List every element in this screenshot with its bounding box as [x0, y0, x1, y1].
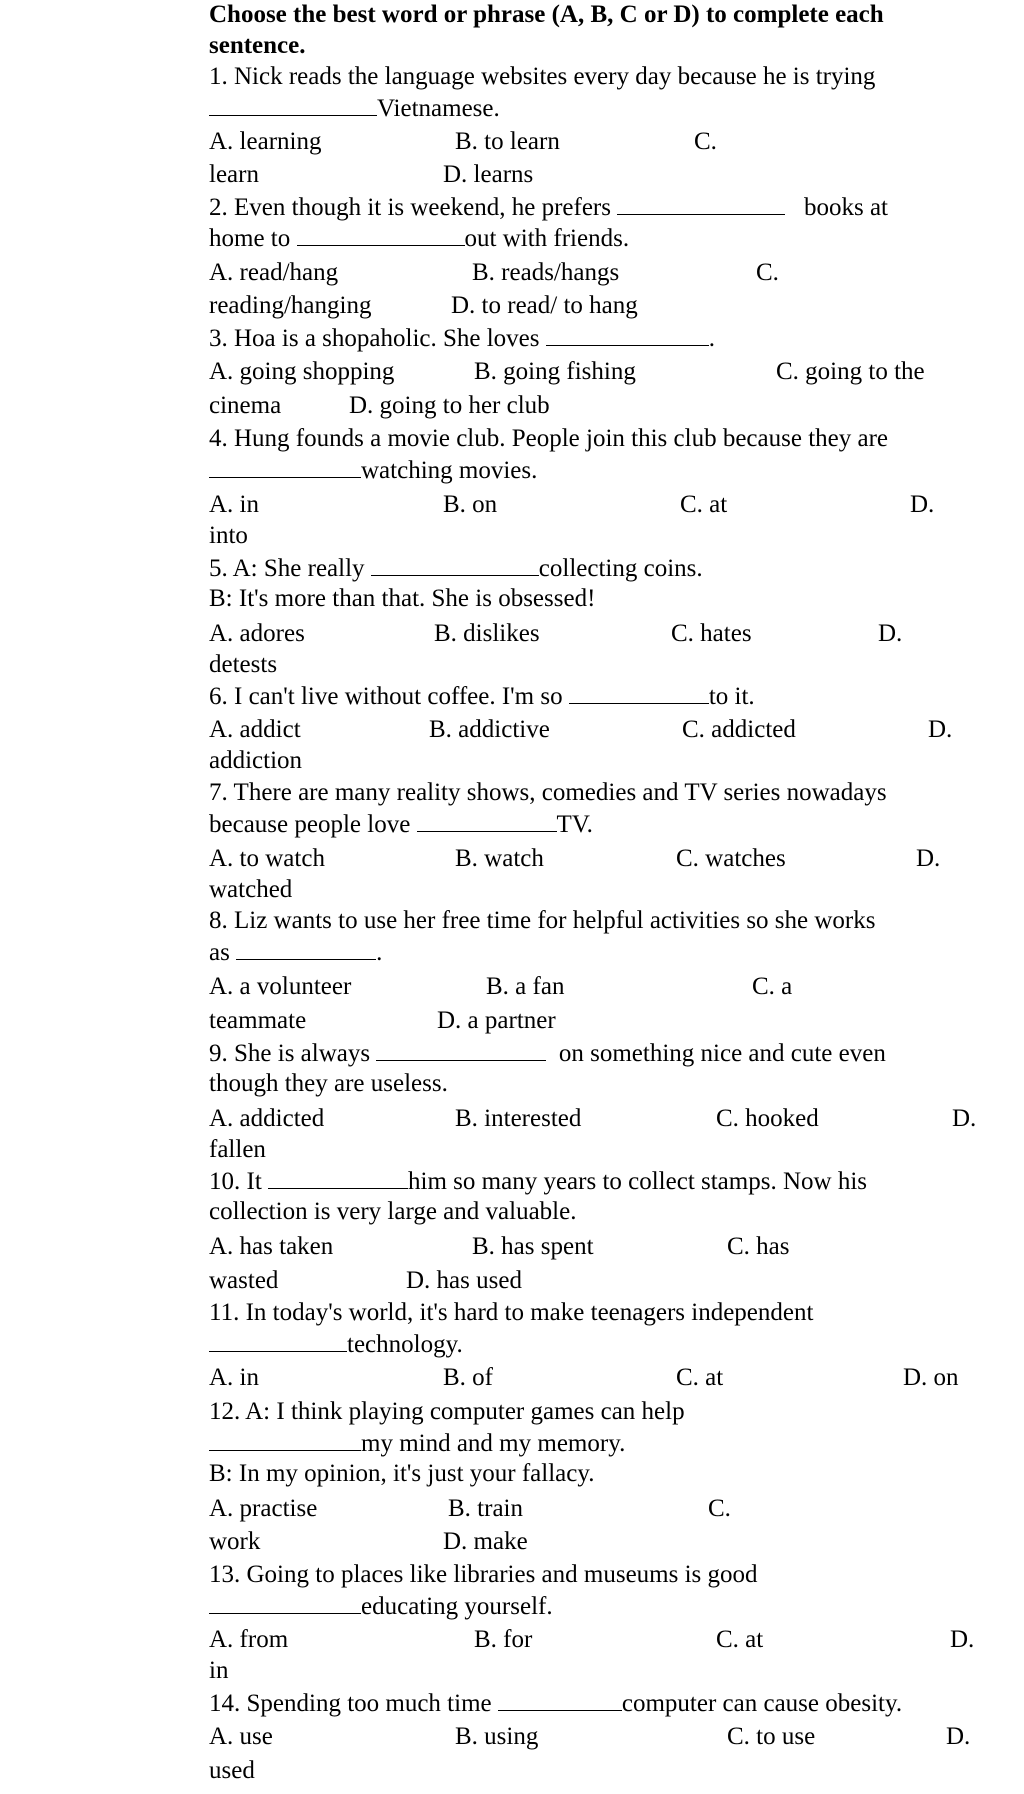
q8-option-b: B. a fan	[486, 973, 565, 1000]
q12-option-d: D. make	[443, 1528, 528, 1555]
answer-blank	[209, 1428, 361, 1451]
q10-option-c: C. has	[727, 1233, 790, 1260]
q1-option-d: D. learns	[443, 161, 534, 188]
q11-stem-line-1: 11. In today's world, it's hard to make teenagers independent	[209, 1299, 814, 1326]
q3-option-c-text: cinema	[209, 392, 282, 419]
q2-option-c: C.	[756, 259, 779, 286]
q12-stem-line-3: B: In my opinion, it's just your fallacy.	[209, 1460, 595, 1487]
q12-option-c: C.	[708, 1495, 731, 1522]
q4-option-c: C. at	[680, 491, 728, 518]
q2-option-c-text: reading/hanging	[209, 292, 372, 319]
q8-option-c: C. a	[752, 973, 793, 1000]
q14-option-c: C. to use	[727, 1723, 816, 1750]
q10-stem-line-1: 10. It him so many years to collect stamps. Now his	[209, 1168, 867, 1195]
q4-stem-line-2: watching movies.	[209, 455, 537, 486]
q2-option-b: B. reads/hangs	[472, 259, 620, 286]
q9-option-c: C. hooked	[716, 1105, 819, 1132]
q13-option-d-text: in	[209, 1657, 229, 1684]
q6-option-a: A. addict	[209, 716, 301, 743]
q1-option-a: A. learning	[209, 128, 322, 155]
q9-option-b: B. interested	[455, 1105, 582, 1132]
q4-option-a: A. in	[209, 491, 259, 518]
q8-stem-line-1: 8. Liz wants to use her free time for helpful activities so she works	[209, 907, 876, 934]
q5-stem-line-2: B: It's more than that. She is obsessed!	[209, 585, 596, 612]
q5-stem-line-1: 5. A: She really collecting coins.	[209, 555, 703, 582]
q8-option-c-text: teammate	[209, 1007, 307, 1034]
q4-stem-line-1: 4. Hung founds a movie club. People join this club because they are	[209, 425, 889, 452]
q14-stem: 14. Spending too much time computer can cause obesity.	[209, 1690, 903, 1717]
q14-option-d: D.	[946, 1723, 971, 1750]
q6-stem: 6. I can't live without coffee. I'm so to it.	[209, 683, 755, 710]
q2-option-a: A. read/hang	[209, 259, 339, 286]
q14-option-b: B. using	[455, 1723, 539, 1750]
q5-option-b: B. dislikes	[434, 620, 540, 647]
q5-option-d-text: detests	[209, 651, 278, 678]
answer-blank	[209, 93, 377, 116]
q7-option-a: A. to watch	[209, 845, 325, 872]
q11-option-d: D. on	[903, 1364, 959, 1391]
q7-option-d-text: watched	[209, 876, 293, 903]
answer-blank	[417, 809, 557, 832]
q4-option-b: B. on	[443, 491, 498, 518]
q6-option-d-text: addiction	[209, 747, 303, 774]
answer-blank	[209, 1591, 361, 1614]
q14-option-a: A. use	[209, 1723, 273, 1750]
q12-stem-line-1: 12. A: I think playing computer games can help	[209, 1398, 685, 1425]
q1-stem-line-1: 1. Nick reads the language websites every day because he is trying	[209, 63, 876, 90]
q9-stem-line-1: 9. She is always on something nice and cute even	[209, 1040, 886, 1067]
q3-stem: 3. Hoa is a shopaholic. She loves .	[209, 325, 716, 352]
answer-blank	[376, 1038, 546, 1061]
q9-option-d: D.	[952, 1105, 977, 1132]
q5-option-a: A. adores	[209, 620, 305, 647]
q6-option-c: C. addicted	[682, 716, 796, 743]
q12-stem-line-2: my mind and my memory.	[209, 1428, 625, 1459]
q7-option-d: D.	[916, 845, 941, 872]
q3-option-d: D. going to her club	[349, 392, 550, 419]
q3-option-b: B. going fishing	[474, 358, 636, 385]
instruction-line-2: sentence.	[209, 32, 306, 59]
q4-option-d: D.	[910, 491, 935, 518]
q10-option-a: A. has taken	[209, 1233, 334, 1260]
answer-blank	[236, 937, 376, 960]
q1-option-b: B. to learn	[455, 128, 560, 155]
q12-option-c-text: work	[209, 1528, 261, 1555]
q8-option-d: D. a partner	[437, 1007, 556, 1034]
answer-blank	[569, 681, 709, 704]
answer-blank	[371, 553, 539, 576]
q9-stem-line-2: though they are useless.	[209, 1070, 448, 1097]
answer-blank	[209, 455, 361, 478]
q1-option-c: C.	[694, 128, 717, 155]
q8-stem-line-2: as .	[209, 939, 383, 966]
q11-option-a: A. in	[209, 1364, 259, 1391]
q13-stem-line-1: 13. Going to places like libraries and museums is good	[209, 1561, 758, 1588]
answer-blank	[617, 192, 785, 215]
q11-option-b: B. of	[443, 1364, 493, 1391]
instruction-line-1: Choose the best word or phrase (A, B, C or D) to complete each	[209, 1, 884, 28]
q13-stem-line-2: educating yourself.	[209, 1591, 553, 1622]
q11-option-c: C. at	[676, 1364, 724, 1391]
q10-stem-line-2: collection is very large and valuable.	[209, 1198, 577, 1225]
answer-blank	[297, 223, 465, 246]
q13-option-a: A. from	[209, 1626, 289, 1653]
q9-option-d-text: fallen	[209, 1136, 266, 1163]
answer-blank	[498, 1688, 622, 1711]
q2-option-d: D. to read/ to hang	[451, 292, 638, 319]
q3-option-c: C. going to the	[776, 358, 925, 385]
q2-stem-line-2: home to out with friends.	[209, 225, 630, 252]
q12-option-a: A. practise	[209, 1495, 318, 1522]
q13-option-c: C. at	[716, 1626, 764, 1653]
q2-stem-line-1: 2. Even though it is weekend, he prefers books at	[209, 194, 888, 221]
answer-blank	[546, 323, 709, 346]
answer-blank	[268, 1166, 408, 1189]
q7-option-c: C. watches	[676, 845, 786, 872]
q12-option-b: B. train	[448, 1495, 523, 1522]
q1-stem-line-2: Vietnamese.	[209, 93, 500, 124]
q11-stem-line-2: technology.	[209, 1329, 463, 1360]
q1-option-c-text: learn	[209, 161, 259, 188]
q14-option-d-text: used	[209, 1757, 255, 1784]
q7-stem-line-1: 7. There are many reality shows, comedies and TV series nowadays	[209, 779, 887, 806]
q5-option-d: D.	[878, 620, 903, 647]
q6-option-d: D.	[928, 716, 953, 743]
q3-option-a: A. going shopping	[209, 358, 395, 385]
q13-option-b: B. for	[474, 1626, 533, 1653]
answer-blank	[209, 1329, 347, 1352]
q10-option-c-text: wasted	[209, 1267, 279, 1294]
q4-option-d-text: into	[209, 522, 248, 549]
q7-option-b: B. watch	[455, 845, 544, 872]
q10-option-b: B. has spent	[472, 1233, 594, 1260]
q13-option-d: D.	[950, 1626, 975, 1653]
q10-option-d: D. has used	[406, 1267, 522, 1294]
q9-option-a: A. addicted	[209, 1105, 325, 1132]
q6-option-b: B. addictive	[429, 716, 550, 743]
q7-stem-line-2: because people love TV.	[209, 811, 593, 838]
q8-option-a: A. a volunteer	[209, 973, 352, 1000]
q5-option-c: C. hates	[671, 620, 752, 647]
